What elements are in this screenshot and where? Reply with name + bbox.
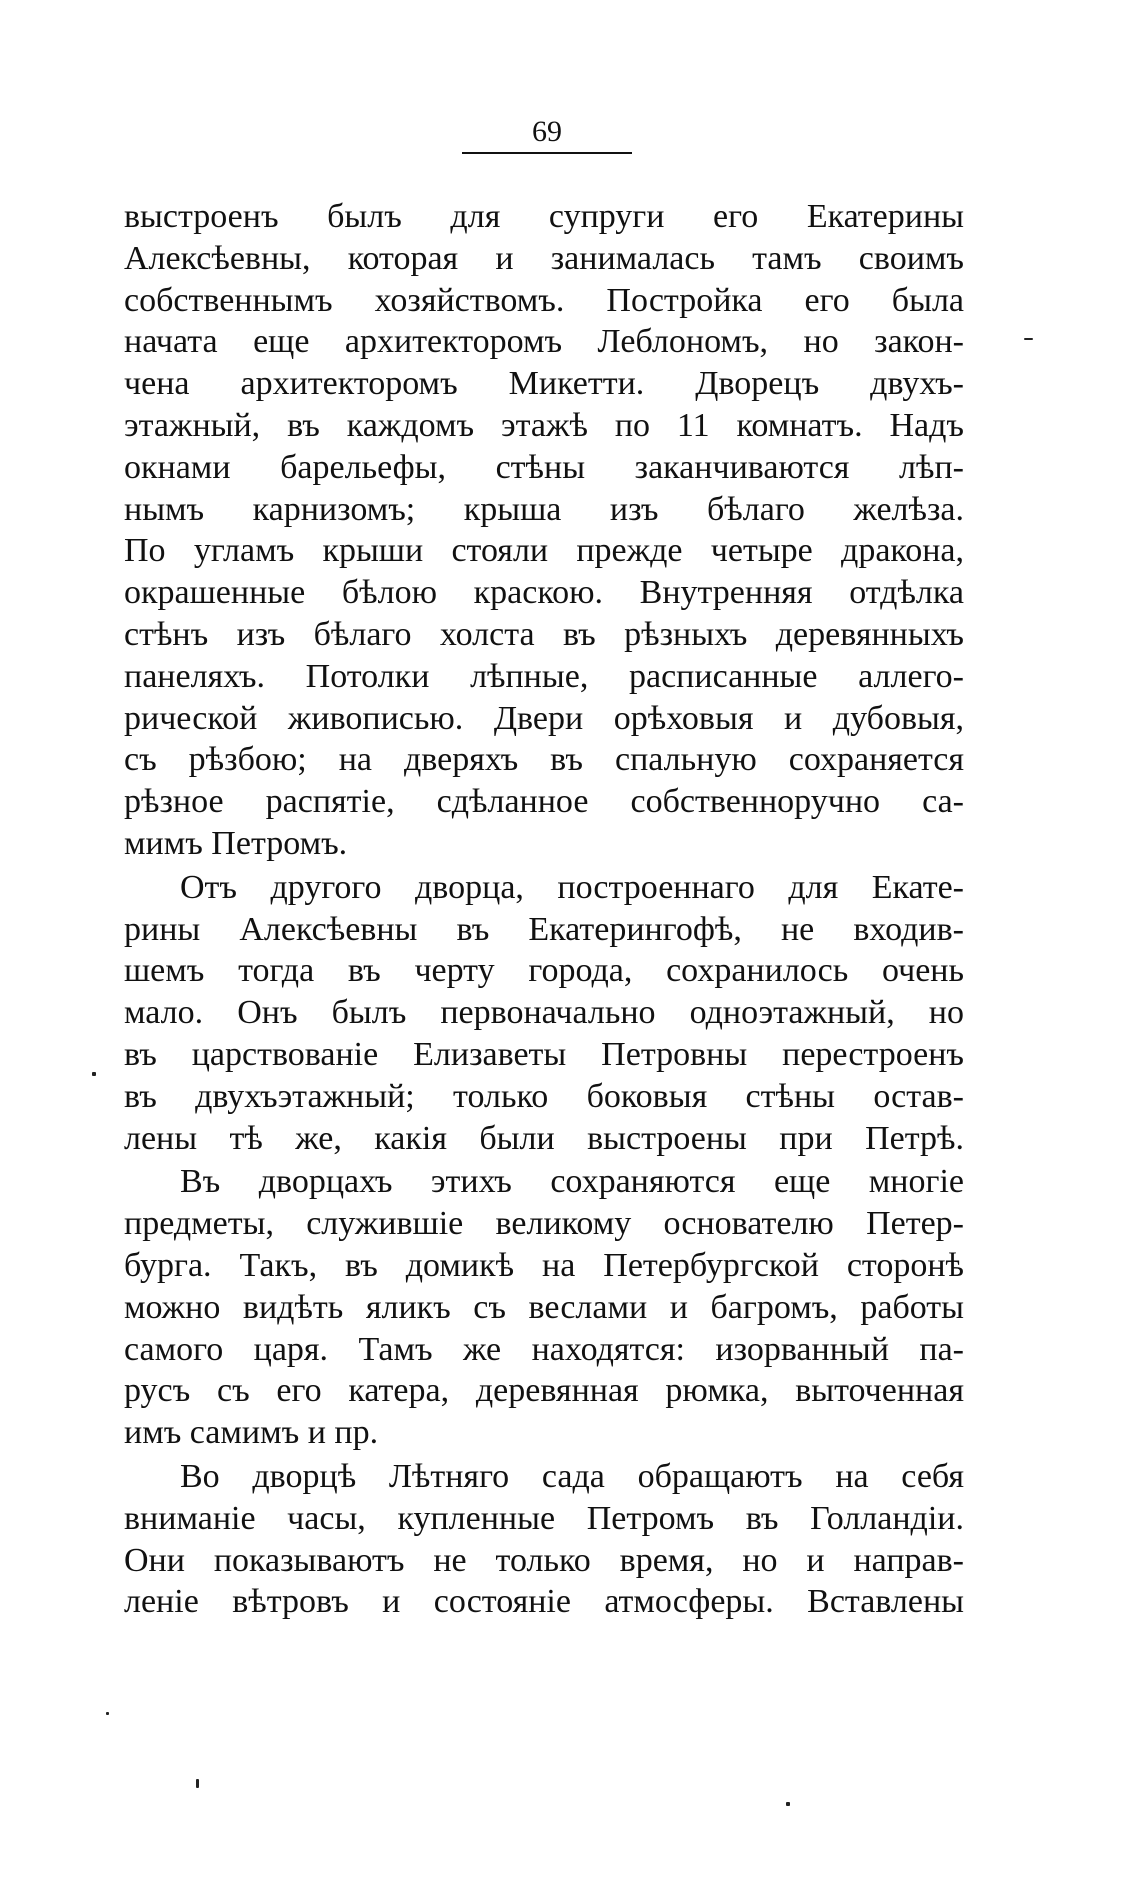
text-line: собственнымъ хозяйствомъ. Постройка его была	[124, 281, 964, 319]
text-line: рѣзное распятіе, сдѣланное собственноручно са-	[124, 783, 964, 821]
text-line: мало. Онъ былъ первоначально одноэтажный, но	[124, 994, 964, 1032]
scan-speck	[106, 1712, 109, 1715]
text-line: панеляхъ. Потолки лѣпные, расписанные аллего-	[124, 657, 964, 695]
text-line: По угламъ крыши стояли прежде четыре дракона,	[124, 532, 964, 570]
text-line: Во дворцѣ Лѣтняго сада обращаютъ на себя	[180, 1457, 964, 1495]
text-line: чена архитекторомъ Микетти. Дворецъ двухъ-	[124, 365, 964, 403]
text-line: предметы, служившіе великому основателю Петер-	[124, 1205, 964, 1243]
text-line: мимъ Петромъ.	[124, 824, 348, 862]
header-rule	[462, 152, 632, 154]
text-line: окнами барельефы, стѣны заканчиваются лѣп-	[124, 448, 964, 486]
text-line: русъ съ его катера, деревянная рюмка, выточенная	[124, 1372, 964, 1410]
paragraph-1	[124, 196, 964, 865]
text-line: начата еще архитекторомъ Леблономъ, но закон-	[124, 323, 964, 361]
text-line: вниманіе часы, купленные Петромъ въ Голландіи.	[124, 1499, 964, 1537]
text-line: съ рѣзбою; на дверяхъ въ спальную сохраняется	[124, 741, 964, 779]
text-line: въ царствованіе Елизаветы Петровны перестроенъ	[124, 1035, 964, 1073]
text-line: рины Алексѣевны въ Екатерингофѣ, не входив-	[124, 910, 964, 948]
text-line: выстроенъ былъ для супруги его Екатерины	[124, 198, 964, 235]
text-line: этажный, въ каждомъ этажѣ по 11 комнатъ. Надъ	[124, 406, 964, 444]
text-line: Въ дворцахъ этихъ сохраняются еще многіе	[180, 1163, 964, 1201]
paragraph-2	[124, 867, 964, 1160]
page-number: 69	[532, 115, 562, 148]
scan-speck	[786, 1802, 790, 1806]
paragraph-4	[124, 1456, 964, 1623]
scan-speck	[1024, 338, 1033, 340]
text-line: Отъ другого дворца, построеннаго для Екате-	[180, 868, 964, 906]
text-line: бурга. Такъ, въ домикѣ на Петербургской сторонѣ	[124, 1246, 964, 1284]
text-line: Они показываютъ не только время, но и направ-	[124, 1541, 964, 1579]
text-line: стѣнъ изъ бѣлаго холста въ рѣзныхъ деревянныхъ	[124, 615, 964, 653]
text-line: окрашенные бѣлою краскою. Внутренняя отдѣлка	[124, 574, 964, 612]
text-line: нымъ карнизомъ; крыша изъ бѣлаго желѣза.	[124, 490, 964, 528]
text-line: въ двухъэтажный; только боковыя стѣны остав-	[124, 1077, 964, 1115]
text-line: леніе вѣтровъ и состояніе атмосферы. Вставлены	[124, 1583, 964, 1621]
text-line: самого царя. Тамъ же находятся: изорванный па-	[124, 1330, 964, 1368]
scan-speck	[92, 1072, 96, 1076]
text-line: рической живописью. Двери орѣховыя и дубовыя,	[124, 699, 964, 737]
scan-speck	[196, 1779, 199, 1788]
body-text	[124, 196, 964, 1623]
paragraph-3	[124, 1161, 964, 1454]
text-line: Алексѣевны, которая и занималась тамъ своимъ	[124, 239, 964, 277]
text-line: можно видѣть яликъ съ веслами и багромъ, работы	[124, 1288, 964, 1326]
text-line: лены тѣ же, какія были выстроены при Петрѣ.	[124, 1119, 964, 1157]
text-line: имъ самимъ и пр.	[124, 1414, 379, 1452]
text-line: шемъ тогда въ черту города, сохранилось очень	[124, 952, 964, 990]
